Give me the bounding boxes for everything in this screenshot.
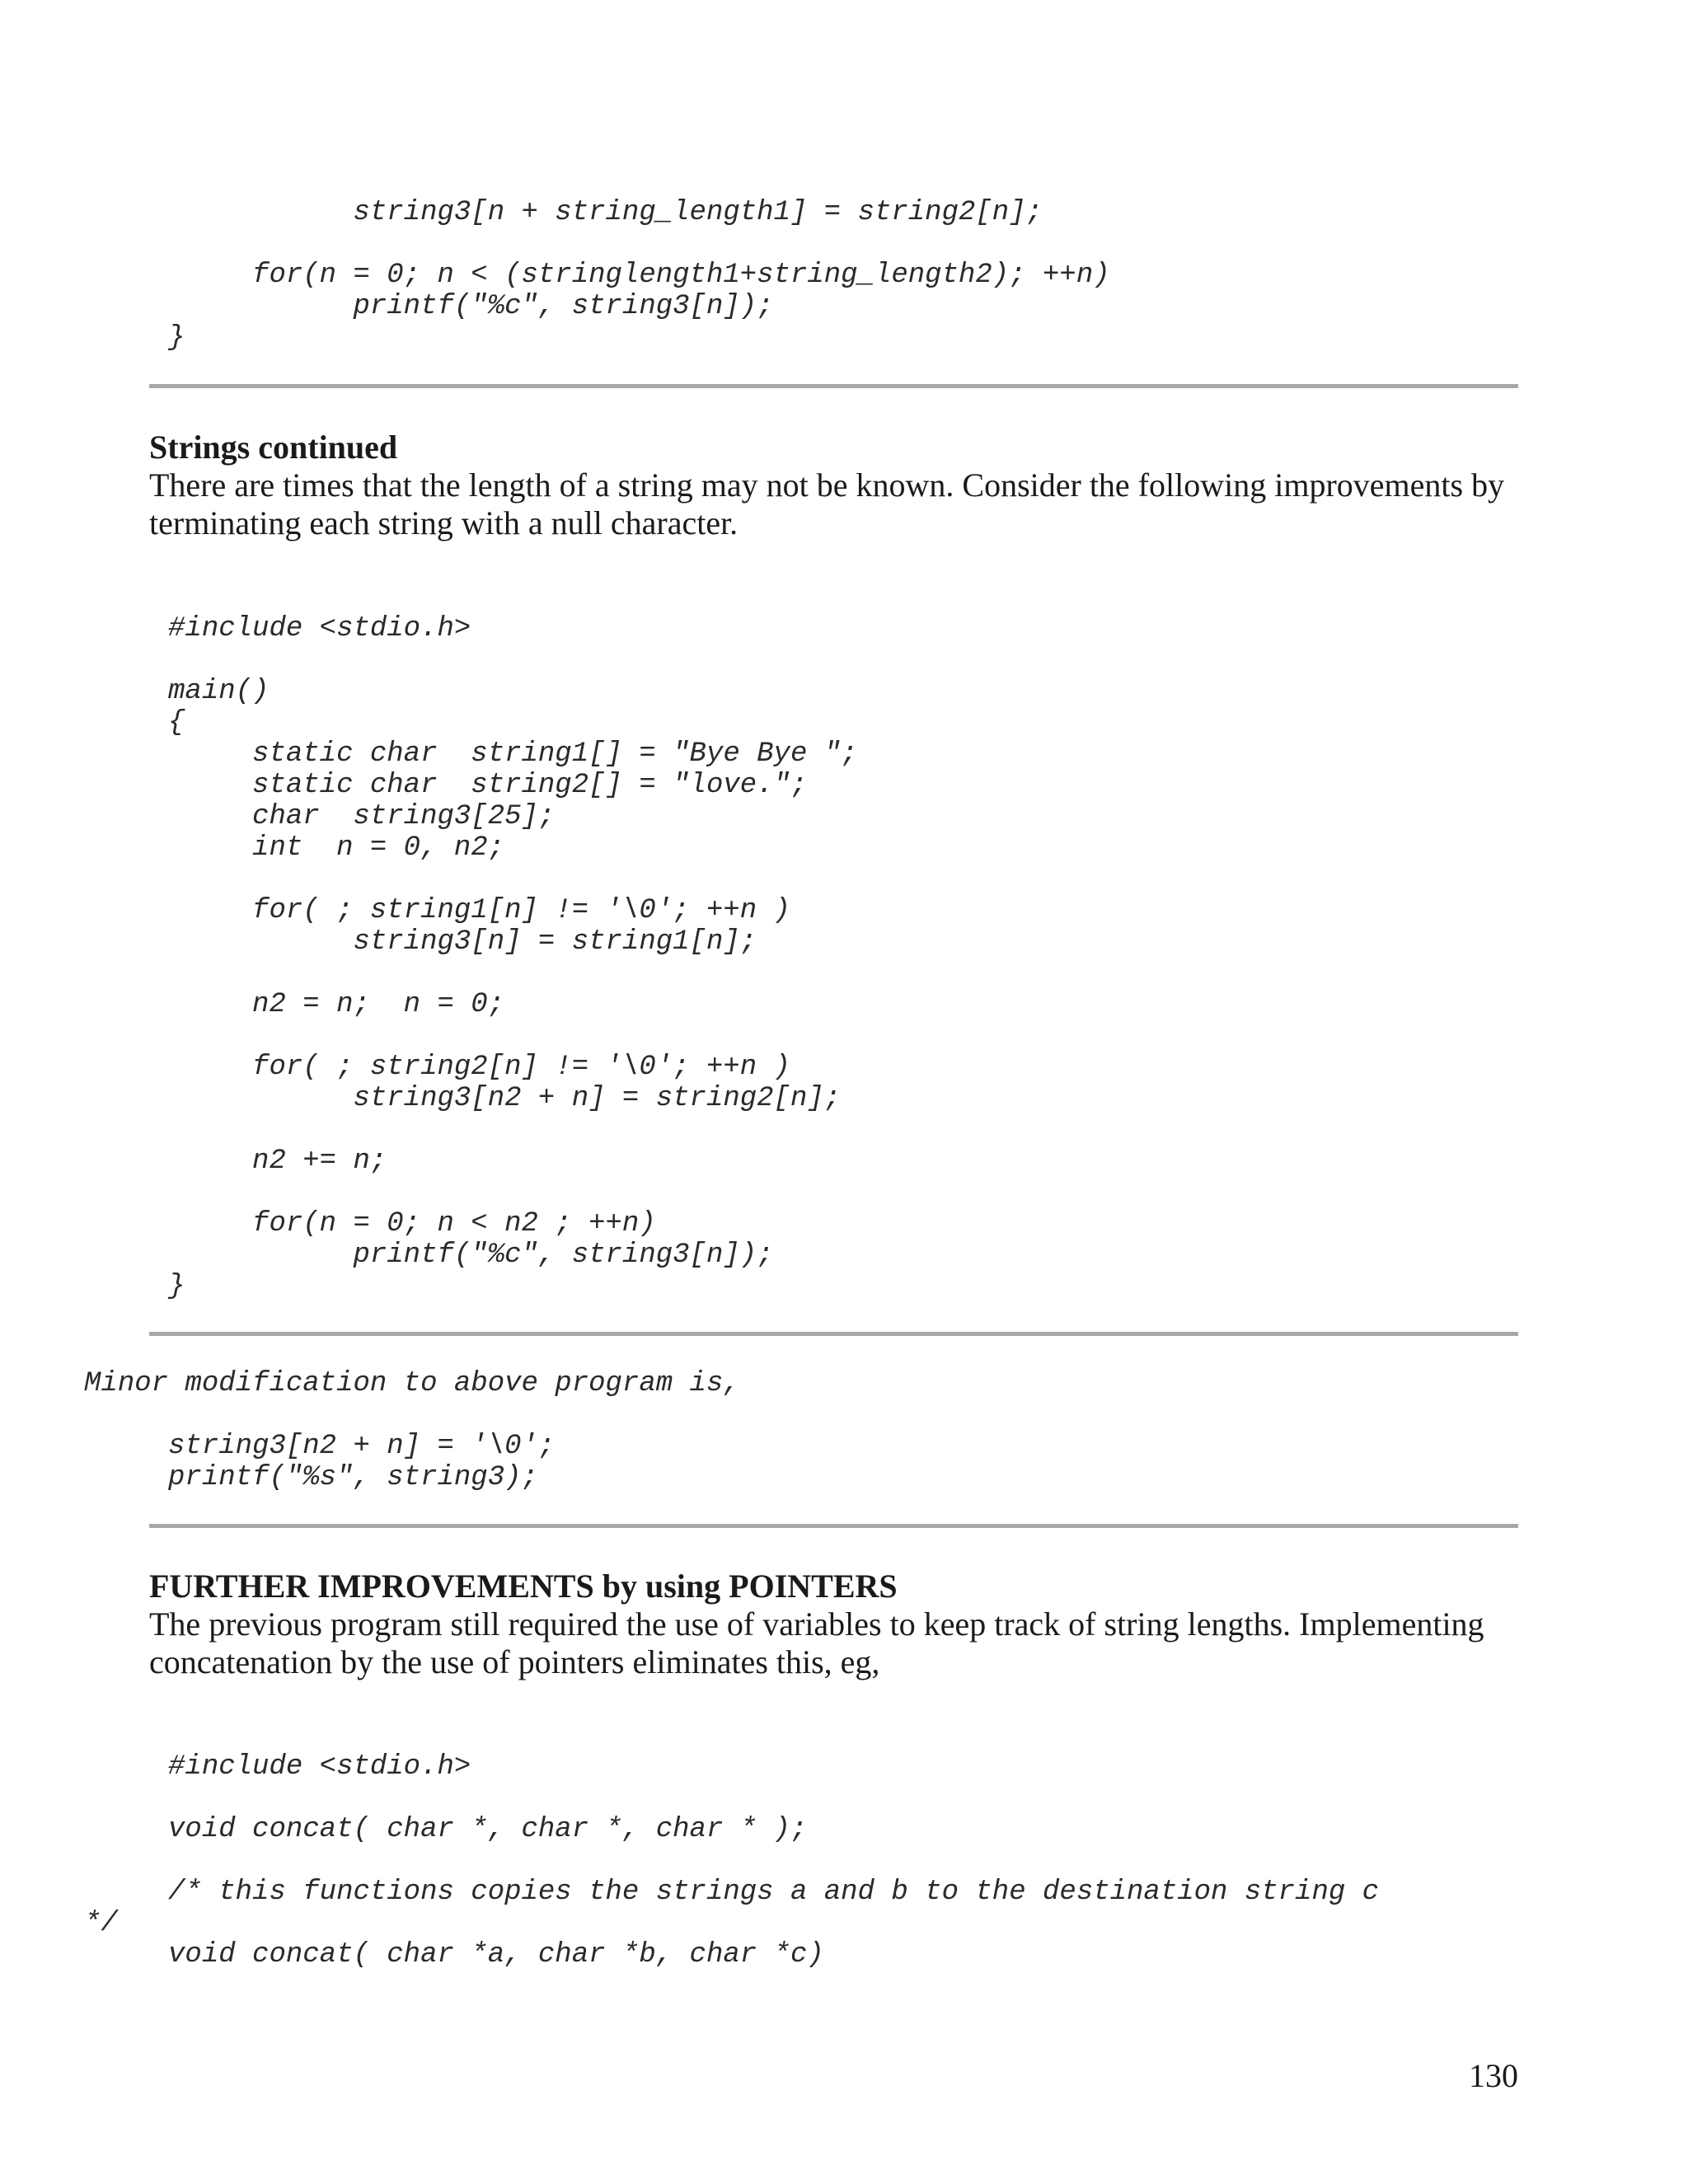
section-heading-pointers: FURTHER IMPROVEMENTS by using POINTERS	[149, 1568, 898, 1605]
divider-rule-1	[149, 384, 1518, 388]
divider-rule-3	[149, 1524, 1518, 1528]
section-paragraph-strings-continued: There are times that the length of a string may not be known. Consider the following improvements by terminating each string with a null character.	[149, 466, 1505, 541]
section-paragraph-pointers: The previous program still required the use of variables to keep track of string lengths. Implementing concatenation by the use of pointers eliminates this, eg,	[149, 1605, 1484, 1680]
code-snippet-top: string3[n + string_length1] = string2[n]; for(n = 0; n < (stringlength1+string_length2); ++n) printf("%c", string3[n]); }	[168, 197, 1110, 354]
section-heading-strings-continued: Strings continued	[149, 429, 398, 466]
code-minor-modification: Minor modification to above program is, string3[n2 + n] = '\0'; printf("%s", string3);	[84, 1368, 740, 1493]
code-block-strings: #include <stdio.h> main() { static char string1[] = "Bye Bye "; static char string2[] = "love."; char string3[25]; int n = 0, n2; for( ; string1[n] != '\0'; ++n ) string3[n] = string1[n]; n2 = n; n = 0; for( ; string2[n] != '\0'; ++n ) string3[n2 + n] = string2[n]; n2 += n; for(n = 0; n < n2 ; ++n) printf("%c", string3[n]); }	[168, 613, 858, 1302]
divider-rule-2	[149, 1332, 1518, 1336]
page-number: 130	[1469, 2057, 1518, 2094]
code-block-pointers: #include <stdio.h> void concat( char *, char *, char * ); /* this functions copies the strings a and b to the destination string c */ void concat( char *a, char *b, char *c)	[84, 1751, 1380, 1971]
